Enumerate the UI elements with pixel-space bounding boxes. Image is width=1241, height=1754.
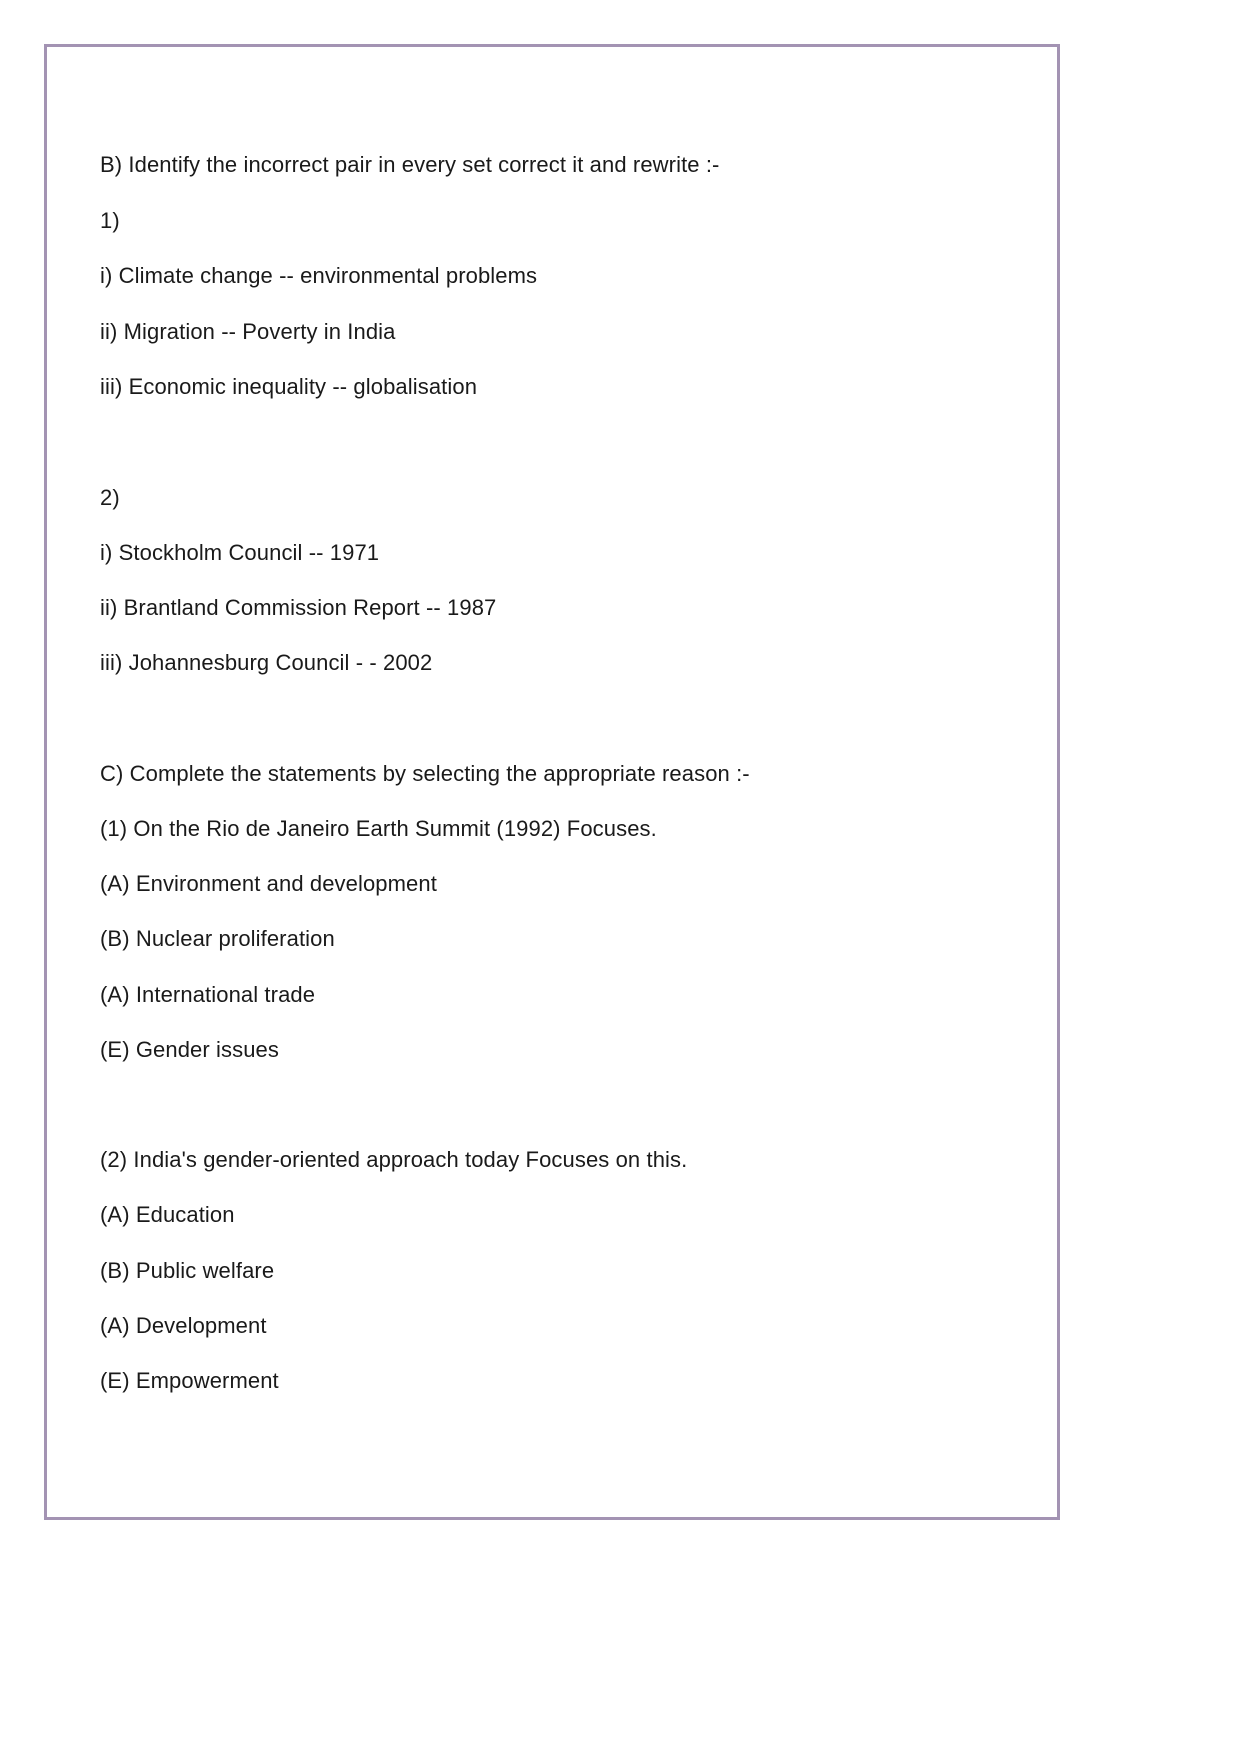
set-1-item-3: iii) Economic inequality -- globalisation (100, 374, 478, 399)
question-1-option-2: (B) Nuclear proliferation (100, 926, 335, 951)
set-2-item-2: ii) Brantland Commission Report -- 1987 (100, 595, 497, 620)
question-2-option-4: (E) Empowerment (100, 1368, 279, 1393)
question-2-option-2: (B) Public welfare (100, 1258, 275, 1283)
question-2-option-1: (A) Education (100, 1202, 235, 1227)
set-1-item-1: i) Climate change -- environmental problems (100, 263, 538, 288)
question-1: (1) On the Rio de Janeiro Earth Summit (1992) Focuses. (100, 816, 657, 841)
question-2-option-3: (A) Development (100, 1313, 267, 1338)
set-1-number: 1) (100, 208, 120, 233)
set-2-item-1: i) Stockholm Council -- 1971 (100, 540, 380, 565)
set-2-item-3: iii) Johannesburg Council - - 2002 (100, 650, 433, 675)
question-1-option-3: (A) International trade (100, 982, 316, 1007)
question-1-option-1: (A) Environment and development (100, 871, 437, 896)
set-1-item-2: ii) Migration -- Poverty in India (100, 319, 396, 344)
question-2: (2) India's gender-oriented approach today Focuses on this. (100, 1147, 688, 1172)
set-2-number: 2) (100, 485, 120, 510)
section-b-heading: B) Identify the incorrect pair in every set correct it and rewrite :- (100, 152, 720, 177)
question-1-option-4: (E) Gender issues (100, 1037, 279, 1062)
section-c-heading: C) Complete the statements by selecting the appropriate reason :- (100, 761, 750, 786)
